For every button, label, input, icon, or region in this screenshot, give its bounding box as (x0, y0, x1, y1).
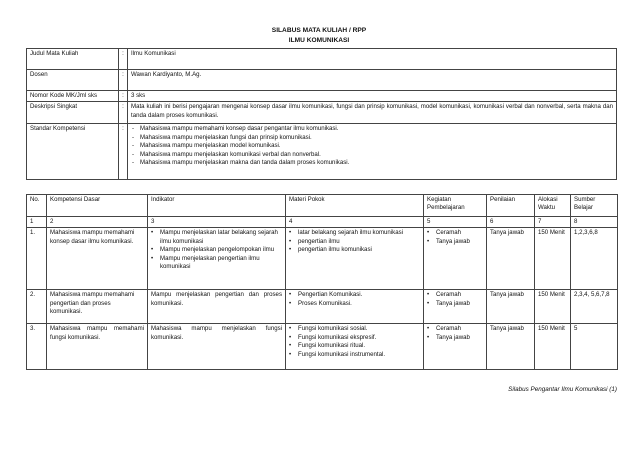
column-header: Materi Pokok (286, 195, 424, 217)
table-row (27, 324, 618, 370)
column-header: Indikator (148, 195, 286, 217)
list-item: - Mahasiswa mampu menjelaskan makna dan tanda dalam proses komunikasi. (131, 159, 613, 167)
list-item: - Mahasiswa mampu menjelaskan model komunikasi. (131, 142, 613, 150)
list-item: • Tanya jawab (427, 334, 483, 342)
column-header: Alokasi Waktu (535, 195, 571, 217)
indicator-cell: Mahasiswa mampu menjelaskan fungsi komunikasi. (148, 324, 286, 370)
info-label: Nomor Kode MK/Jml sks (27, 91, 119, 102)
assessment-cell: Tanya jawab (487, 228, 535, 290)
row-number: 1. (27, 228, 47, 290)
info-row-description (27, 102, 617, 124)
row-number: 2. (27, 290, 47, 324)
column-number: 7 (535, 217, 571, 228)
list-item: • Proses Komunikasi. (289, 300, 420, 308)
list-item: • Pengertian Komunikasi. (289, 291, 420, 299)
list-item: • Fungsi komunikasi ekspresif. (289, 334, 420, 342)
syllabus-table (26, 194, 618, 370)
activity-cell (424, 228, 487, 290)
course-info-table (26, 48, 617, 180)
source-cell: 5 (571, 324, 618, 370)
colon: : (119, 70, 128, 91)
info-label: Standar Kompetensi (27, 124, 119, 180)
list-item: • Fungsi komunikasi ritual. (289, 342, 420, 350)
material-cell (286, 228, 424, 290)
row-number: 3. (27, 324, 47, 370)
list-item: • pengertian ilmu komunikasi (289, 246, 420, 254)
indicator-cell: Mampu menjelaskan pengertian dan proses komunikasi. (148, 290, 286, 324)
info-label: Dosen (27, 70, 119, 91)
list-item: • Mampu menjelaskan pengertian ilmu komunikasi (151, 255, 282, 272)
assessment-cell: Tanya jawab (487, 324, 535, 370)
list-item: • pengertian ilmu (289, 238, 420, 246)
info-row-lecturer (27, 70, 617, 91)
column-number: 1 (27, 217, 47, 228)
colon: : (119, 102, 128, 124)
column-header: Kegiatan Pembelajaran (424, 195, 487, 217)
page-subtitle: ILMU KOMUNIKASI (288, 37, 350, 44)
list-item: - Mahasiswa mampu menjelaskan komunikasi verbal dan nonverbal. (131, 151, 613, 159)
list-item: • Ceramah (427, 325, 483, 333)
info-row-title (27, 49, 617, 70)
material-cell (286, 290, 424, 324)
page-number: (1) (609, 386, 617, 393)
list-item: • Fungsi komunikasi sosial. (289, 325, 420, 333)
list-item: • Ceramah (427, 291, 483, 299)
time-cell: 150 Menit (535, 290, 571, 324)
list-item: - Mahasiswa mampu memahami konsep dasar pengantar ilmu komunikasi. (131, 125, 613, 133)
list-item: • Tanya jawab (427, 300, 483, 308)
colon: : (119, 91, 128, 102)
time-cell: 150 Menit (535, 324, 571, 370)
list-item: • Ceramah (427, 229, 483, 237)
column-number: 8 (571, 217, 618, 228)
activity-cell (424, 324, 487, 370)
info-row-code (27, 91, 617, 102)
table-row (27, 290, 618, 324)
footer-text: Silabus Pengantar Ilmu Komunikasi (508, 386, 608, 393)
time-cell: 150 Menit (535, 228, 571, 290)
competence-cell (128, 124, 617, 180)
column-number: 2 (47, 217, 148, 228)
competence-list (131, 125, 613, 167)
competence-cell: Mahasiswa mampu memahami pengertian dan proses komunikasi. (47, 290, 148, 324)
list-item: - Mahasiswa mampu menjelaskan fungsi dan prinsip komunikasi. (131, 134, 613, 142)
header-row (27, 195, 618, 217)
info-row-competence (27, 124, 617, 180)
column-number: 5 (424, 217, 487, 228)
assessment-cell: Tanya jawab (487, 290, 535, 324)
list-item: • Mampu menjelaskan latar belakang sejarah ilmu komunikasi (151, 229, 282, 246)
source-cell: 2,3,4, 5,6,7,8 (571, 290, 618, 324)
info-value: Ilmu Komunikasi (128, 49, 617, 70)
info-label: Judul Mata Kuliah (27, 49, 119, 70)
info-value: Mata kuliah ini berisi pengajaran mengenai konsep dasar ilmu komunikasi, fungsi dan prinsip komunikasi, model komunikasi, komunikasi verbal dan nonverbal, serta makna dan tanda dalam proses komunikasi. (128, 102, 617, 124)
list-item: • Fungsi komunikasi instrumental. (289, 351, 420, 359)
page-footer (508, 386, 617, 393)
page-title: SILABUS MATA KULIAH / RPP (271, 27, 367, 34)
competence-cell: Mahasiswa mampu memahami konsep dasar ilmu komunikasi. (47, 228, 148, 290)
info-value: Wawan Kardiyanto, M.Ag. (128, 70, 617, 91)
column-header: No. (27, 195, 47, 217)
colon: : (119, 124, 128, 180)
number-row (27, 217, 618, 228)
column-header: Penilaian (487, 195, 535, 217)
list-item: • Mampu menjelaskan pengelompokan ilmu (151, 246, 282, 254)
indicator-cell (148, 228, 286, 290)
column-header: Sumber Belajar (571, 195, 618, 217)
column-header: Kompetensi Dasar (47, 195, 148, 217)
source-cell: 1,2,3,6,8 (571, 228, 618, 290)
column-number: 6 (487, 217, 535, 228)
list-item: • Tanya jawab (427, 238, 483, 246)
colon: : (119, 49, 128, 70)
column-number: 4 (286, 217, 424, 228)
material-cell (286, 324, 424, 370)
column-number: 3 (148, 217, 286, 228)
activity-cell (424, 290, 487, 324)
list-item: • latar belakang sejarah ilmu komunikasi (289, 229, 420, 237)
competence-cell: Mahasiswa mampu memahami fungsi komunikasi. (47, 324, 148, 370)
info-label: Deskripsi Singkat (27, 102, 119, 124)
info-value: 3 sks (128, 91, 617, 102)
table-row (27, 228, 618, 290)
